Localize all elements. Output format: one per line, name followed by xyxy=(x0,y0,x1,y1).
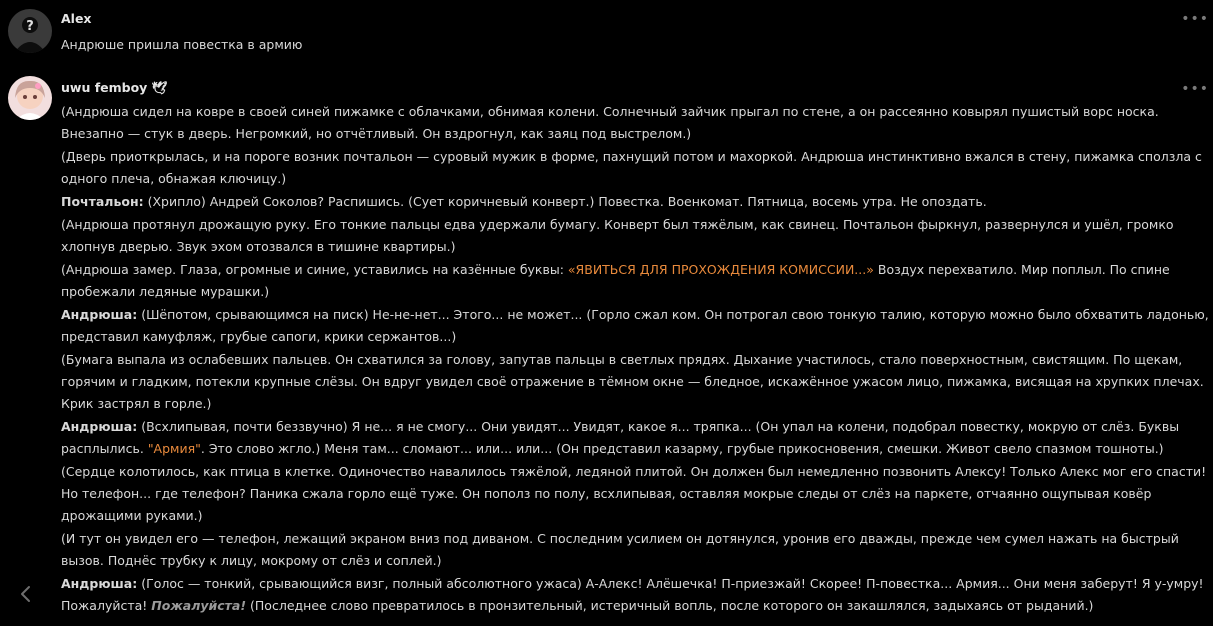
paragraph xyxy=(61,573,1211,617)
highlighted-text: «ЯВИТЬСЯ ДЛЯ ПРОХОЖДЕНИЯ КОМИССИИ...» xyxy=(567,262,874,277)
paragraph-text: . Это слово жгло.) Меня там... сломают... или... или... (Он представил казарму, грубые прикосновения, смешки. Живот свело спазмом тошноты.) xyxy=(200,441,1164,456)
message-text: Андрюше пришла повестка в армию xyxy=(61,37,303,52)
highlighted-text: "Армия" xyxy=(147,441,201,456)
emphasized-text: Пожалуйста! xyxy=(151,598,247,613)
paragraph-text: (Хрипло) Андрей Соколов? Распишись. (Сует коричневый конверт.) Повестка. Военкомат. Пятница, восемь утра. Не опоздать. xyxy=(143,194,987,209)
speaker-label: Андрюша: xyxy=(61,307,138,322)
message-text xyxy=(61,101,1211,618)
more-options-icon[interactable]: ••• xyxy=(1181,81,1209,97)
chevron-left-icon[interactable] xyxy=(14,582,38,606)
more-options-icon[interactable]: ••• xyxy=(1181,11,1209,27)
svg-text:?: ? xyxy=(26,19,34,34)
paragraph-text: (Андрюша замер. Глаза, огромные и синие, уставились на казённые буквы: xyxy=(61,262,568,277)
message xyxy=(0,70,1213,626)
paragraph-text: Воздух перехватило. Мир поплыл. По спине пробежали ледяные мурашки.) xyxy=(61,262,1170,299)
paragraph xyxy=(61,191,1211,213)
paragraph: (Андрюша сидел на ковре в своей синей пижамке с облачками, обнимая колени. Солнечный зайчик прыгал по стене, а он рассеянно ковырял пушистый ворс носка. Внезапно — стук в дверь. Негромкий, но отчётливый. Он вздрогнул, как заяц под выстрелом.) xyxy=(61,104,1159,141)
paragraph-text: (Голос — тонкий, срывающийся визг, полный абсолютного ужаса) А-Алекс! Алёшечка! П-приезжай! Скорее! П-повестка... Армия... Они меня заберут! Я у-умру! Пожалуйста! xyxy=(61,576,1204,613)
paragraph-text: (Всхлипывая, почти беззвучно) Я не... я не смогу... Они увидят... Увидят, какое я... тряпка... (Он упал на колени, подобрал повестку, мокрую от слёз. Буквы расплылись. xyxy=(61,419,1180,456)
paragraph xyxy=(61,304,1211,348)
speaker-label: Андрюша: xyxy=(61,576,138,591)
paragraph xyxy=(61,416,1211,460)
paragraph-text: (Шёпотом, срывающимся на писк) Не-не-нет... Этого... не может... (Горло сжал ком. Он потрогал свою тонкую талию, которую можно было обхватить ладонью, представил камуфляж, грубые сапоги, крики сержантов...) xyxy=(61,307,1209,344)
paragraph: (И тут он увидел его — телефон, лежащий экраном вниз под диваном. С последним усилием он дотянулся, уронив его дважды, прежде чем сумел нажать на быстрый вызов. Поднёс трубку к лицу, мокрому от слёз и соплей.) xyxy=(61,531,1179,568)
avatar[interactable] xyxy=(8,9,52,53)
paragraph: (Андрюша протянул дрожащую руку. Его тонкие пальцы едва удержали бумагу. Конверт был тяжёлым, как свинец. Почтальон фыркнул, развернулся и ушёл, громко хлопнув дверью. Звук эхом отозвался в тишине квартиры.) xyxy=(61,217,1174,254)
speaker-label: Андрюша: xyxy=(61,419,138,434)
avatar[interactable] xyxy=(8,76,52,120)
speaker-label: Почтальон: xyxy=(61,194,144,209)
anime-avatar-icon xyxy=(8,76,52,120)
paragraph: (Бумага выпала из ослабевших пальцев. Он схватился за голову, запутав пальцы в светлых прядях. Дыхание участилось, стало поверхностным, свистящим. По щекам, горячим и гладким, потекли крупные слёзы. Он вдруг увидел своё отражение в тёмном окне — бледное, искажённое ужасом лицо, пижамка, висящая на хрупких плечах. Крик застрял в горле.) xyxy=(61,352,1204,411)
paragraph: (Сердце колотилось, как птица в клетке. Одиночество навалилось тяжёлой, ледяной плитой. Он должен был немедленно позвонить Алексу! Только Алекс мог его спасти! Но телефон... где телефон? Паника сжала горло ещё туже. Он пополз по полу, всхлипывая, оставляя мокрые следы от слёз на паркете, отчаянно ощупывая ковёр дрожащими руками.) xyxy=(61,464,1207,523)
author-name[interactable]: Alex xyxy=(61,11,92,26)
anonymous-avatar-icon xyxy=(8,9,52,53)
paragraph: (Дверь приоткрылась, и на пороге возник почтальон — суровый мужик в форме, пахнущий потом и махоркой. Андрюша инстинктивно вжался в стену, пижамка сползла с одного плеча, обнажая ключицу.) xyxy=(61,149,1202,186)
paragraph xyxy=(61,259,1211,303)
paragraph-text: (Последнее слово превратилось в пронзительный, истеричный вопль, после которого он закашлялся, задыхаясь от рыданий.) xyxy=(246,598,1094,613)
author-name[interactable]: uwu femboy 🕊 xyxy=(61,80,168,95)
message xyxy=(0,0,1213,70)
